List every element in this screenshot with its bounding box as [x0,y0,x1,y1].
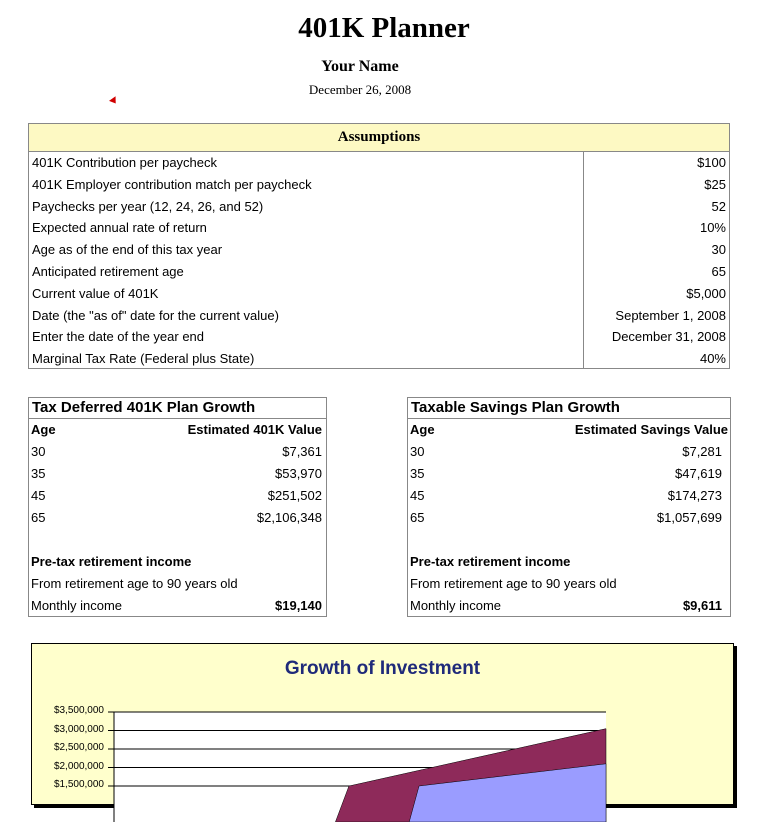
assumption-label: 401K Contribution per paycheck [32,155,218,170]
assumption-row [29,283,729,305]
table-header-row [408,419,730,441]
assumption-label: Enter the date of the year end [32,329,205,345]
income-heading-row [29,551,326,573]
assumptions-table [28,123,730,369]
assumption-label: Age as of the end of this tax year [32,242,223,258]
assumption-value[interactable]: September 1, 2008 [615,307,726,323]
taxable-heading: Taxable Savings Plan Growth [408,398,730,419]
assumption-row [29,261,729,283]
assumption-value[interactable]: 65 [711,263,726,279]
assumption-value[interactable]: 30 [711,242,726,258]
document-date: December 26, 2008 [308,82,412,97]
assumption-row [29,239,729,261]
income-range: From retirement age to 90 years old [410,576,617,591]
age-cell: 35 [410,466,425,481]
table-row [29,507,326,529]
y-tick-label: $2,000,000 [53,760,104,772]
income-heading: Pre-tax retirement income [31,554,192,569]
income-range: From retirement age to 90 years old [31,576,238,591]
monthly-income-row [408,595,730,617]
assumption-row [29,326,729,348]
value-cell: $2,106,348 [256,510,322,525]
assumption-row [29,217,729,239]
assumption-label: Paychecks per year (12, 24, 26, and 52) [32,198,264,214]
taxable-savings-plan-table [407,397,731,617]
monthly-income-value: $9,611 [682,598,722,613]
income-range-row [29,573,326,595]
spacer [408,529,730,551]
assumption-value[interactable]: 52 [711,198,726,214]
assumption-row [29,305,729,327]
value-column-header: Estimated 401K Value [187,422,322,437]
spacer [29,529,326,551]
table-row [408,441,730,463]
age-cell: 30 [410,444,425,459]
assumption-value[interactable]: $5,000 [686,285,726,301]
assumption-row [29,152,729,174]
income-range-row [408,573,730,595]
chart-plot-area [114,712,606,822]
table-row [29,463,326,485]
age-cell: 45 [31,488,46,503]
table-row [29,485,326,507]
value-cell: $7,361 [282,444,322,459]
table-row [408,507,730,529]
assumption-row [29,174,729,196]
assumption-row [29,348,729,370]
growth-chart[interactable] [31,643,734,805]
table-row [29,441,326,463]
y-tick-label: $3,000,000 [53,723,104,735]
value-cell: $47,619 [675,466,722,481]
age-cell: 30 [31,444,46,459]
age-column-header: Age [410,422,435,437]
assumption-label: Expected annual rate of return [32,220,207,236]
assumptions-heading: Assumptions [29,124,729,152]
tax-deferred-heading: Tax Deferred 401K Plan Growth [29,398,326,419]
table-header-row [29,419,326,441]
age-cell: 45 [410,488,425,503]
assumption-label: Date (the "as of" date for the current value) [32,307,279,323]
age-cell: 35 [31,466,46,481]
value-cell: $53,970 [275,466,322,481]
value-cell: $1,057,699 [656,510,722,525]
assumption-value[interactable]: $100 [697,155,726,170]
table-row [408,485,730,507]
assumption-label: 401K Employer contribution match per paycheck [32,176,312,192]
chart-title: Growth of Investment [284,658,481,679]
author-name: Your Name [321,58,399,75]
assumption-value[interactable]: 40% [699,351,726,367]
value-cell: $7,281 [682,444,722,459]
assumption-label: Current value of 401K [32,285,159,301]
table-row [408,463,730,485]
value-cell: $251,502 [267,488,322,503]
y-tick-label: $1,500,000 [53,779,104,790]
assumption-label: Marginal Tax Rate (Federal plus State) [32,351,255,367]
monthly-income-row [29,595,326,617]
monthly-income-value: $19,140 [275,598,322,613]
age-cell: 65 [31,510,46,525]
page-title: 401K Planner [298,12,470,44]
tax-deferred-plan-table [28,397,327,617]
monthly-income-label: Monthly income [410,598,502,613]
y-tick-label: $2,500,000 [53,742,104,753]
value-cell: $174,273 [667,488,722,503]
age-column-header: Age [31,422,56,437]
assumption-label: Anticipated retirement age [32,263,184,279]
assumption-value[interactable]: $25 [704,176,726,192]
y-tick-label: $3,500,000 [53,705,104,716]
assumption-row [29,196,729,218]
value-column-header: Estimated Savings Value [574,422,728,437]
assumption-value[interactable]: December 31, 2008 [611,329,726,345]
income-heading-row [408,551,730,573]
age-cell: 65 [410,510,425,525]
monthly-income-label: Monthly income [31,598,123,613]
assumption-value[interactable]: 10% [699,220,726,236]
income-heading: Pre-tax retirement income [410,554,571,569]
